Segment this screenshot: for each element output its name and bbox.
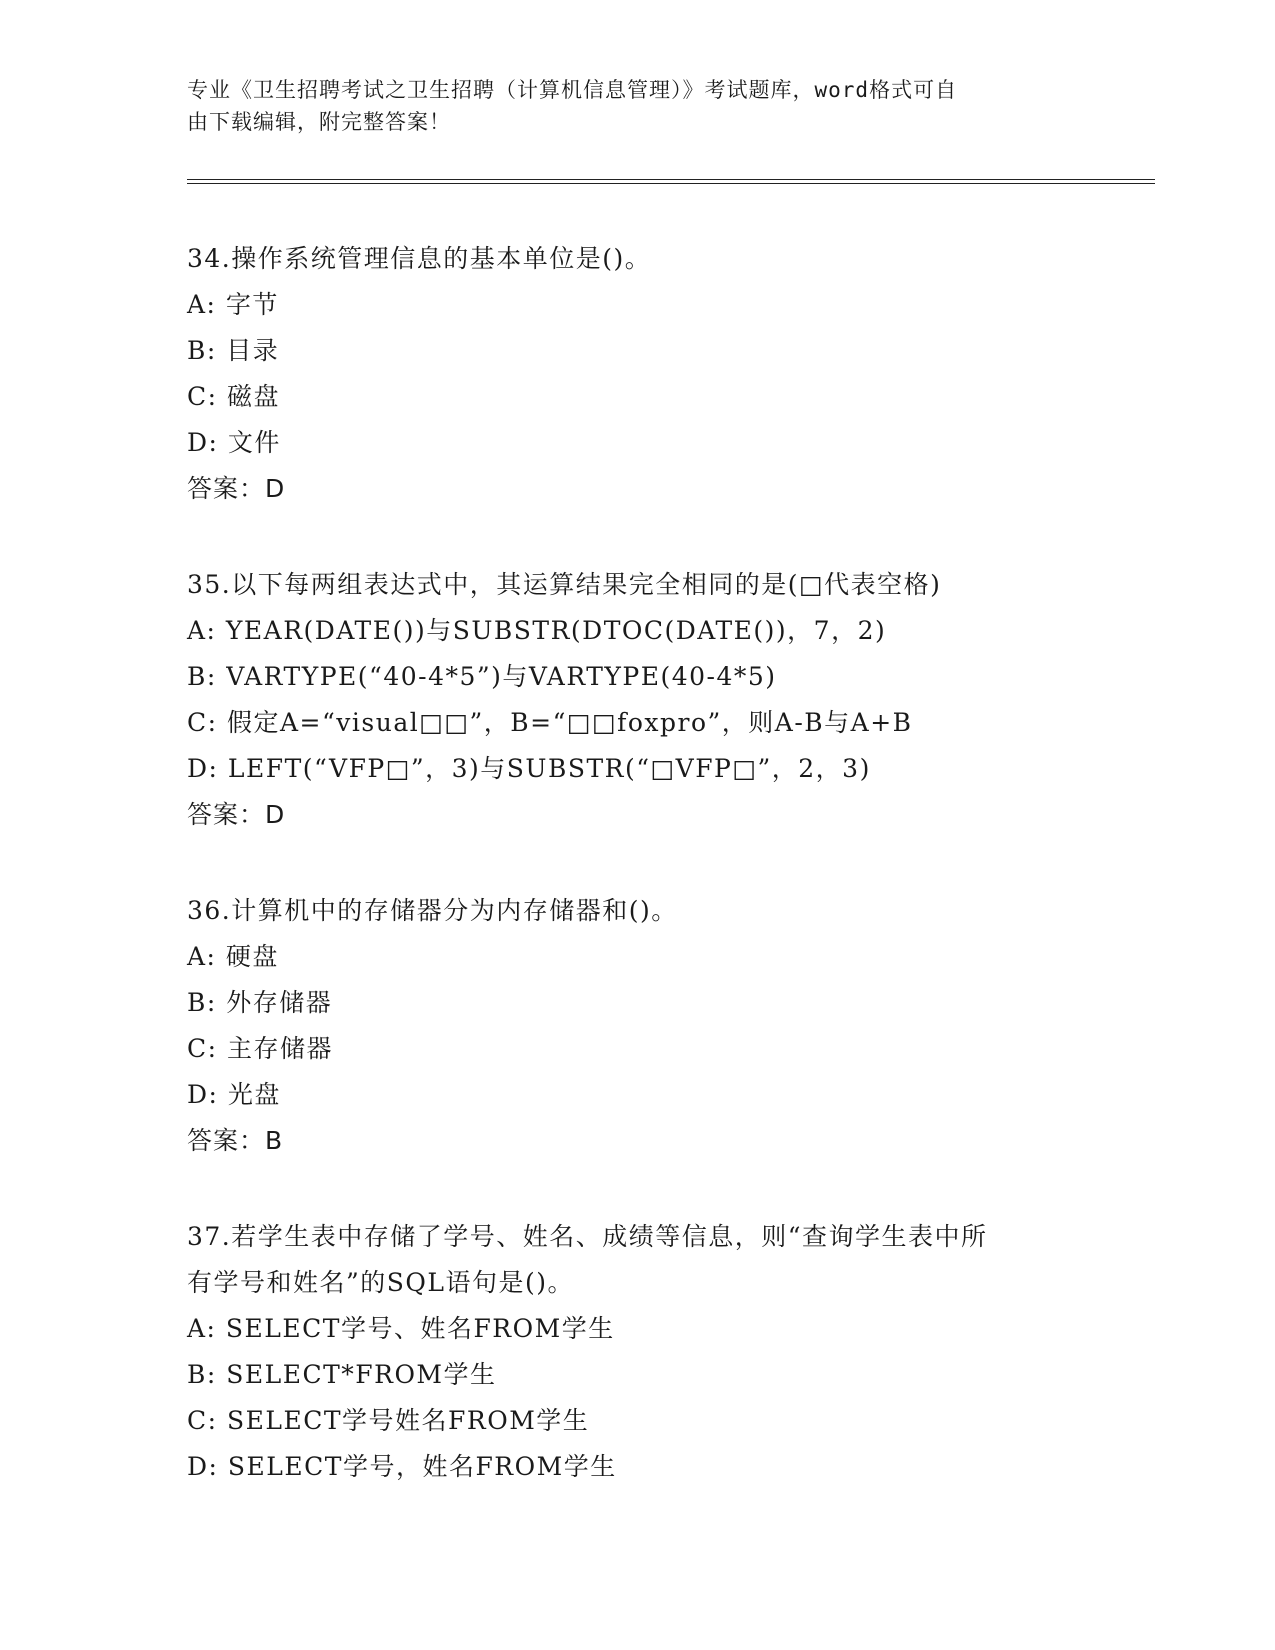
- option-b: B: 外存储器: [187, 988, 333, 1017]
- question-35: [187, 562, 1087, 838]
- question-list: [187, 236, 1087, 1540]
- option-d: D: 文件: [187, 428, 281, 457]
- option-b: B: 目录: [187, 336, 280, 365]
- question-stem-line: 35.以下每两组表达式中，其运算结果完全相同的是(□代表空格): [187, 570, 942, 599]
- answer: 答案：B: [187, 1126, 284, 1155]
- option-a: A: YEAR(DATE())与SUBSTR(DTOC(DATE())，7，2): [187, 616, 887, 645]
- header-rule-bottom: [187, 183, 1155, 184]
- option-d: D: SELECT学号，姓名FROM学生: [187, 1452, 617, 1481]
- question-stem: [187, 888, 1087, 934]
- question-stem-line: 34.操作系统管理信息的基本单位是()。: [187, 244, 652, 273]
- header-line-2: 由下载编辑，附完整答案！: [187, 110, 451, 134]
- question-stem: [187, 1214, 1087, 1306]
- option-b: B: VARTYPE(“40-4*5”)与VARTYPE(40-4*5): [187, 662, 777, 691]
- answer: 答案：D: [187, 800, 286, 829]
- option-c: C: 磁盘: [187, 382, 280, 411]
- header-line-1: 专业《卫生招聘考试之卫生招聘（计算机信息管理）》考试题库，word格式可自: [187, 78, 958, 102]
- option-d: D: LEFT(“VFP□”，3)与SUBSTR(“□VFP□”，2，3): [187, 754, 871, 783]
- question-stem-line: 36.计算机中的存储器分为内存储器和()。: [187, 896, 678, 925]
- option-a: A: 硬盘: [187, 942, 279, 971]
- option-d: D: 光盘: [187, 1080, 281, 1109]
- page-header: [187, 74, 1067, 138]
- option-a: A: 字节: [187, 290, 279, 319]
- header-rule-top: [187, 179, 1155, 180]
- option-c: C: SELECT学号姓名FROM学生: [187, 1406, 590, 1435]
- question-stem: [187, 562, 1087, 608]
- question-37: [187, 1214, 1087, 1490]
- answer: 答案：D: [187, 474, 286, 503]
- question-36: [187, 888, 1087, 1164]
- question-stem-line: 有学号和姓名”的SQL语句是()。: [187, 1268, 575, 1297]
- option-a: A: SELECT学号、姓名FROM学生: [187, 1314, 615, 1343]
- question-34: [187, 236, 1087, 512]
- question-stem: [187, 236, 1087, 282]
- option-c: C: 假定A=“visual□□”，B=“□□foxpro”，则A-B与A+B: [187, 708, 913, 737]
- option-b: B: SELECT*FROM学生: [187, 1360, 497, 1389]
- option-c: C: 主存储器: [187, 1034, 333, 1063]
- question-stem-line: 37.若学生表中存储了学号、姓名、成绩等信息，则“查询学生表中所: [187, 1222, 988, 1251]
